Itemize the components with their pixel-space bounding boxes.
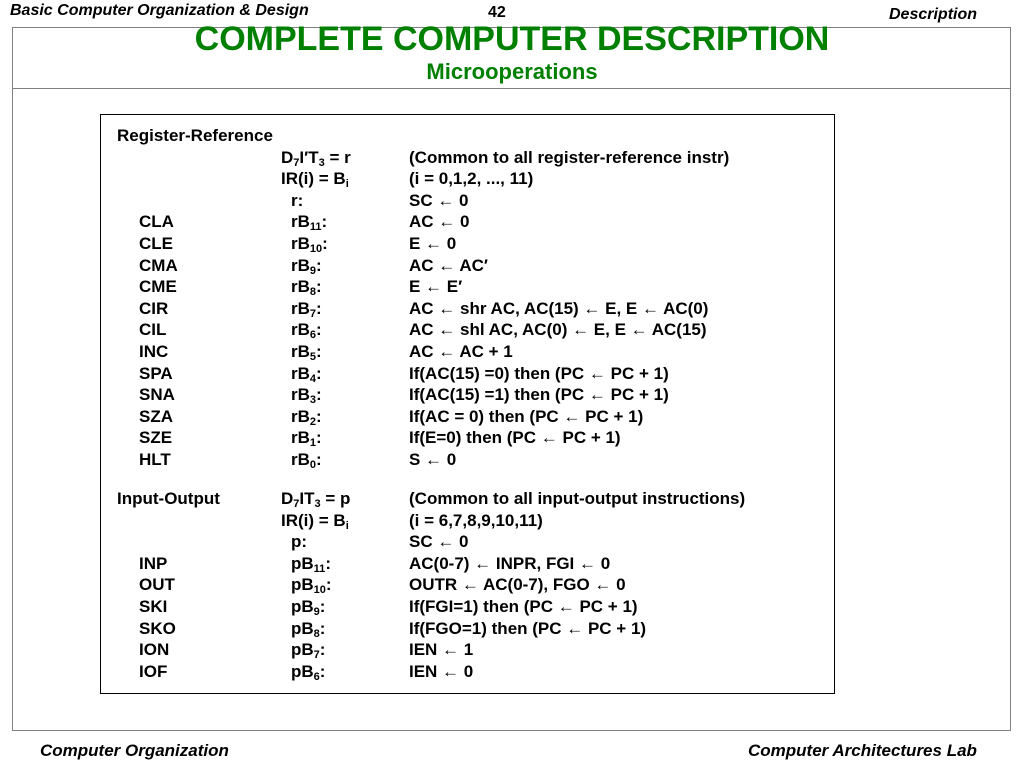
instruction-mnemonic: ION — [139, 640, 170, 660]
control-condition: $rB_3$: — [291, 385, 322, 407]
microoperation: If(FGO=1) then (PC ← PC + 1) — [409, 618, 647, 638]
register-reference-row — [101, 276, 836, 298]
microoperation: AC(0-7) ← INPR, FGI ← 0 — [409, 553, 611, 573]
input-output-row — [101, 618, 836, 640]
instruction-mnemonic: IOF — [139, 661, 168, 681]
slide-title: COMPLETE COMPUTER DESCRIPTION — [194, 20, 830, 58]
control-condition: $pB_{10}$: — [291, 575, 332, 597]
footer-left: Computer Organization — [40, 741, 229, 760]
microoperations-table — [100, 114, 835, 694]
register-reference-heading: Register-Reference — [117, 126, 273, 145]
microoperation: IEN ← 0 — [409, 661, 474, 681]
control-condition: $pB_8$: — [291, 618, 326, 640]
microoperation: If(AC = 0) then (PC ← PC + 1) — [409, 406, 644, 426]
input-output-row — [101, 639, 836, 661]
input-output-row — [101, 661, 836, 683]
instruction-mnemonic: SKI — [139, 597, 168, 616]
register-reference-row — [101, 147, 836, 169]
register-reference-row — [101, 211, 836, 233]
microoperation: AC ← AC + 1 — [409, 342, 513, 361]
register-reference-row — [101, 341, 836, 363]
register-reference-row — [101, 190, 836, 212]
header-course-title: Basic Computer Organization & Design — [10, 2, 309, 19]
control-condition: $rB_{10}$: — [291, 234, 328, 255]
control-condition: $rB_0$: — [291, 450, 322, 471]
microoperation: (i = 0,1,2, ..., 11) — [409, 169, 534, 189]
control-condition: $rB_7$: — [291, 298, 322, 320]
input-output-row — [101, 488, 836, 510]
microoperation: S ← 0 — [409, 450, 457, 469]
control-condition: $rB_2$: — [291, 406, 322, 428]
input-output-row — [101, 574, 836, 596]
footer-right: Computer Architectures Lab — [748, 741, 977, 760]
instruction-mnemonic: CMA — [139, 255, 178, 275]
control-condition: r: — [291, 190, 304, 210]
instruction-mnemonic: INC — [139, 342, 169, 361]
input-output-row — [101, 531, 836, 553]
instruction-mnemonic: CLE — [139, 234, 173, 253]
instruction-mnemonic: HLT — [139, 450, 171, 469]
control-condition: $IR(i) = B_i$ — [281, 510, 349, 532]
microoperation: OUTR ← AC(0-7), FGO ← 0 — [409, 575, 626, 595]
instruction-mnemonic: CIL — [139, 320, 167, 340]
microoperation: If(E=0) then (PC ← PC + 1) — [409, 428, 621, 448]
microoperation: AC ← shr AC, AC(15) ← E, E ← AC(0) — [409, 298, 709, 318]
microoperation: If(AC(15) =1) then (PC ← PC + 1) — [409, 385, 669, 405]
instruction-mnemonic: SPA — [139, 363, 173, 383]
input-output-row — [101, 596, 836, 618]
microoperation: E ← 0 — [409, 234, 457, 253]
microoperation: SC ← 0 — [409, 532, 469, 552]
register-reference-row — [101, 298, 836, 320]
register-reference-row — [101, 384, 836, 406]
microoperation: AC ← 0 — [409, 212, 470, 232]
microoperation: (Common to all input-output instructions) — [409, 489, 746, 508]
register-reference-row — [101, 233, 836, 255]
microoperation: E ← E′ — [409, 277, 463, 297]
input-output-row — [101, 553, 836, 575]
slide-subtitle: Microoperations — [426, 59, 598, 84]
microoperation: (Common to all register-reference instr) — [409, 147, 730, 167]
instruction-mnemonic: CIR — [139, 298, 169, 318]
instruction-mnemonic: INP — [139, 553, 168, 573]
control-condition: $D_7I'T_3 = r$ — [281, 147, 351, 169]
instruction-mnemonic: OUT — [139, 575, 175, 595]
register-reference-row — [101, 255, 836, 277]
input-output-row — [101, 510, 836, 532]
instruction-mnemonic: SKO — [139, 618, 176, 638]
register-reference-heading-row — [101, 125, 836, 147]
register-reference-row — [101, 168, 836, 190]
microoperation: IEN ← 1 — [409, 640, 474, 660]
control-condition: $pB_{11}$: — [291, 553, 331, 575]
header-section: Description — [889, 6, 978, 23]
register-reference-row — [101, 427, 836, 449]
control-condition: $rB_{11}$: — [291, 212, 328, 234]
microoperation: If(FGI=1) then (PC ← PC + 1) — [409, 597, 638, 616]
instruction-mnemonic: SZE — [139, 428, 173, 448]
control-condition: $D_7IT_3 = p$ — [281, 489, 351, 510]
control-condition: $pB_7$: — [291, 640, 326, 662]
header-page-number: 42 — [488, 4, 506, 21]
instruction-mnemonic: SZA — [139, 406, 173, 426]
input-output-heading: Input-Output — [117, 489, 220, 508]
microoperation: (i = 6,7,8,9,10,11) — [409, 510, 543, 530]
register-reference-row — [101, 319, 836, 341]
control-condition: $pB_9$: — [291, 597, 326, 618]
control-condition: $IR(i) = B_i$ — [281, 169, 349, 191]
control-condition: $rB_5$: — [291, 342, 322, 363]
microoperation: AC ← shl AC, AC(0) ← E, E ← AC(15) — [409, 320, 707, 340]
title-divider — [12, 88, 1011, 89]
control-condition: $rB_8$: — [291, 277, 322, 299]
control-condition: p: — [291, 532, 308, 552]
control-condition: $rB_6$: — [291, 320, 322, 342]
register-reference-row — [101, 449, 836, 471]
control-condition: $rB_1$: — [291, 428, 322, 450]
register-reference-row — [101, 406, 836, 428]
control-condition: $pB_6$: — [291, 661, 326, 683]
instruction-mnemonic: CLA — [139, 212, 174, 232]
instruction-mnemonic: SNA — [139, 385, 175, 405]
microoperation: AC ← AC′ — [409, 255, 488, 275]
control-condition: $rB_4$: — [291, 363, 322, 385]
microoperation: If(AC(15) =0) then (PC ← PC + 1) — [409, 363, 669, 383]
instruction-mnemonic: CME — [139, 277, 177, 297]
register-reference-row — [101, 363, 836, 385]
control-condition: $rB_9$: — [291, 255, 322, 277]
microoperation: SC ← 0 — [409, 190, 469, 210]
